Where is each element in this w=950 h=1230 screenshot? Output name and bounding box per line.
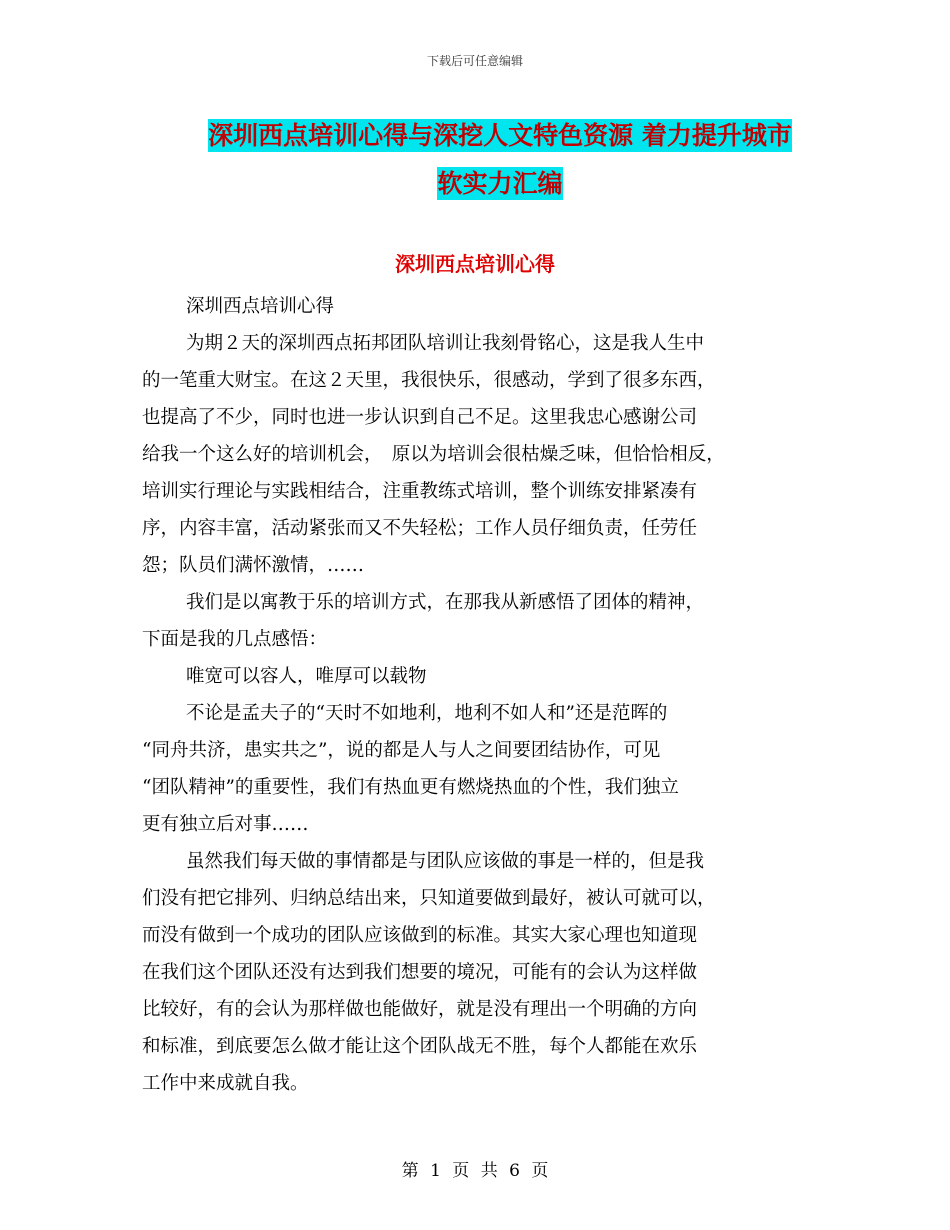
paragraph <box>142 325 818 584</box>
page-footer: 第 1 页 共 6 页 <box>401 1161 549 1181</box>
paragraph <box>142 658 818 695</box>
body-text <box>142 288 818 1102</box>
paragraph-line: 在我们这个团队还没有达到我们想要的境况，可能有的会认为这样做 <box>142 962 698 983</box>
paragraph-line: 更有独立后对事…… <box>142 814 309 835</box>
section-title: 深圳西点培训心得 <box>395 252 555 276</box>
paragraph-line: 们没有把它排列、归纳总结出来，只知道要做到最好，被认可就可以， <box>142 888 716 909</box>
title-line-1: 深圳西点培训心得与深挖人文特色资源 着力提升城市 <box>208 121 792 150</box>
paragraph-line: 为期２天的深圳西点拓邦团队培训让我刻骨铭心，这是我人生中 <box>186 333 705 354</box>
paragraph-line: 也提高了不少，同时也进一步认识到自己不足。这里我忠心感谢公司 <box>142 407 698 428</box>
paragraph-line: 虽然我们每天做的事情都是与团队应该做的事是一样的，但是我 <box>186 851 705 872</box>
paragraph-line: 工作中来成就自我。 <box>142 1073 309 1094</box>
paragraph-line: 深圳西点培训心得 <box>186 296 335 317</box>
paragraph-line: 培训实行理论与实践相结合，注重教练式培训，整个训练安排紧凑有 <box>142 481 698 502</box>
paragraph <box>142 843 818 1102</box>
paragraph-line: 比较好，有的会认为那样做也能做好，就是没有理出一个明确的方向 <box>142 999 698 1020</box>
paragraph-line: “团队精神”的重要性，我们有热血更有燃烧热血的个性，我们独立 <box>142 777 679 798</box>
paragraph <box>142 288 818 325</box>
paragraph <box>142 695 818 843</box>
document-title <box>150 112 850 208</box>
paragraph-line: 我们是以寓教于乐的培训方式，在那我从新感悟了团体的精神， <box>186 592 705 613</box>
paragraph-line: 唯宽可以容人，唯厚可以载物 <box>186 666 427 687</box>
paragraph-line: “同舟共济，患实共之”，说的都是人与人之间要团结协作，可见 <box>142 740 661 761</box>
paragraph-line: 和标准，到底要怎么做才能让这个团队战无不胜，每个人都能在欢乐 <box>142 1036 698 1057</box>
paragraph-line: 的一笔重大财宝。在这２天里，我很快乐，很感动，学到了很多东西， <box>142 370 716 391</box>
paragraph-line: 不论是孟夫子的“天时不如地利，地利不如人和”还是范晖的 <box>186 703 668 724</box>
paragraph-line: 怨；队员们满怀激情，…… <box>142 555 365 576</box>
paragraph-line: 序，内容丰富，活动紧张而又不失轻松；工作人员仔细负责，任劳任 <box>142 518 698 539</box>
paragraph-line: 而没有做到一个成功的团队应该做到的标准。其实大家心理也知道现 <box>142 925 698 946</box>
title-line-2: 软实力汇编 <box>437 169 563 198</box>
paragraph <box>142 584 818 658</box>
paragraph-line: 给我一个这么好的培训机会， 原以为培训会很枯燥乏味，但恰恰相反， <box>142 444 725 465</box>
paragraph-line: 下面是我的几点感悟： <box>142 629 328 650</box>
header-note: 下载后可任意编辑 <box>426 54 523 68</box>
